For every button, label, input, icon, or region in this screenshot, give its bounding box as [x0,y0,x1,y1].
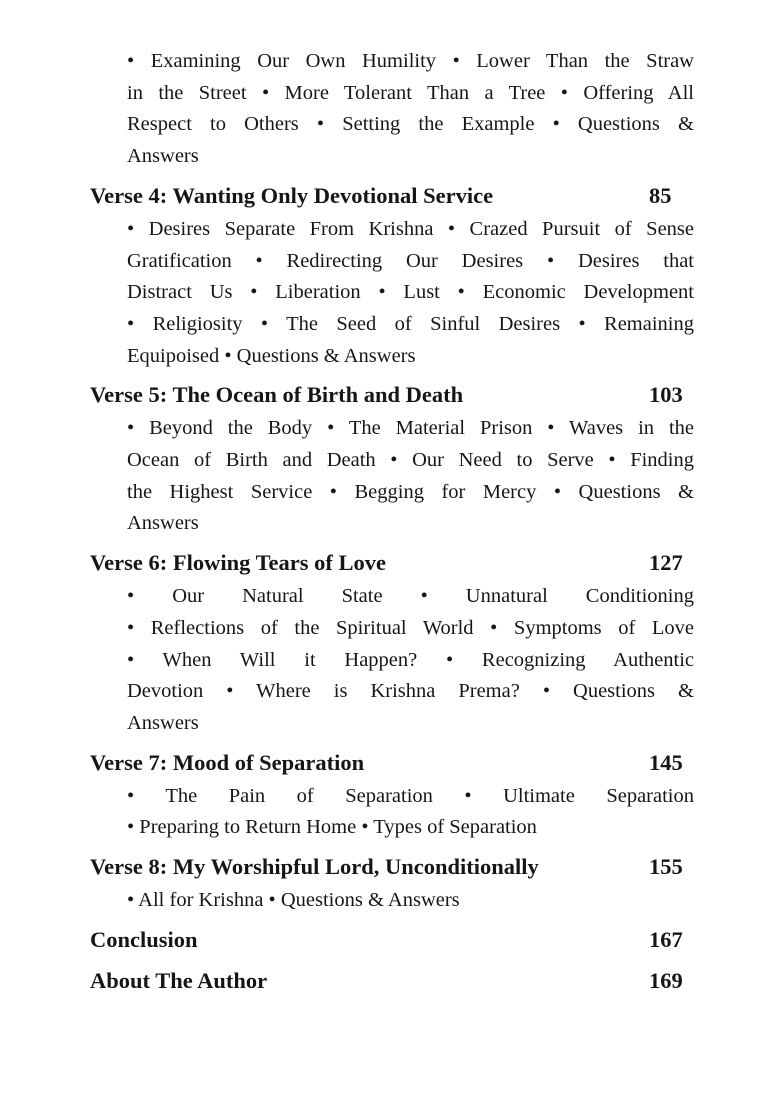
toc-heading [90,377,694,413]
topic-list [90,214,694,373]
topic-line: Devotion • Where is Krishna Prema? • Questions & [127,680,694,703]
page-number: 127 [649,550,683,576]
toc-heading [90,745,694,781]
topic-line: • Beyond the Body • The Material Prison • Waves in the [127,417,694,440]
page-number: 85 [649,182,672,208]
page-number: 169 [649,967,683,993]
toc-heading [90,963,694,999]
topic-line: Answers [127,145,199,168]
page-number: 155 [649,854,683,880]
topic-line: • Preparing to Return Home • Types of Separation [127,816,537,839]
topic-list [90,413,694,540]
chapter-title: Verse 7: Mood of Separation [90,749,365,775]
topic-line: Equipoised • Questions & Answers [127,344,416,367]
topic-list [90,581,694,740]
topic-line: Ocean of Birth and Death • Our Need to Serve • Finding [127,449,694,472]
topic-line: in the Street • More Tolerant Than a Tree • Offering All [127,81,694,104]
chapter-title: Verse 8: My Worshipful Lord, Unconditionally [90,854,539,880]
topic-line: Distract Us • Liberation • Lust • Economic Development [127,281,694,304]
page-number: 145 [649,749,683,775]
chapter-title: About The Author [90,967,268,993]
topic-line: Answers [127,711,199,734]
page-number: 103 [649,382,683,408]
toc-heading [90,545,694,581]
page-number: 167 [649,926,683,952]
toc-entry [90,545,694,740]
toc-entry [90,745,694,844]
chapter-title: Verse 5: The Ocean of Birth and Death [90,382,464,408]
toc-entry [90,46,694,173]
chapter-title: Verse 4: Wanting Only Devotional Service [90,182,494,208]
toc-entry [90,963,694,999]
chapter-title: Verse 6: Flowing Tears of Love [90,550,387,576]
topic-line: • Desires Separate From Krishna • Crazed Pursuit of Sense [127,217,694,240]
toc-entry [90,922,694,958]
toc-heading [90,849,694,885]
toc-entry [90,377,694,540]
topic-line: • Examining Our Own Humility • Lower Than the Straw [127,50,694,72]
topic-list [90,781,694,844]
toc-entry [90,178,694,373]
topic-line: • When Will it Happen? • Recognizing Authentic [127,648,694,671]
toc-entry [90,849,694,917]
topic-list [90,885,694,917]
table-of-contents [90,46,694,999]
topic-line: • Our Natural State • Unnatural Conditioning [127,585,694,608]
topic-list [90,46,694,173]
topic-line: Respect to Others • Setting the Example • Questions & [127,113,694,136]
topic-line: • The Pain of Separation • Ultimate Separation [127,784,694,807]
topic-line: Gratification • Redirecting Our Desires • Desires that [127,249,694,272]
topic-line: the Highest Service • Begging for Mercy • Questions & [127,480,694,503]
toc-heading [90,178,694,214]
topic-line: Answers [127,512,199,535]
topic-line: • Reflections of the Spiritual World • Symptoms of Love [127,616,694,639]
chapter-title: Conclusion [90,926,198,952]
topic-line: • Religiosity • The Seed of Sinful Desires • Remaining [127,312,694,335]
toc-heading [90,922,694,958]
topic-line: • All for Krishna • Questions & Answers [127,889,460,912]
